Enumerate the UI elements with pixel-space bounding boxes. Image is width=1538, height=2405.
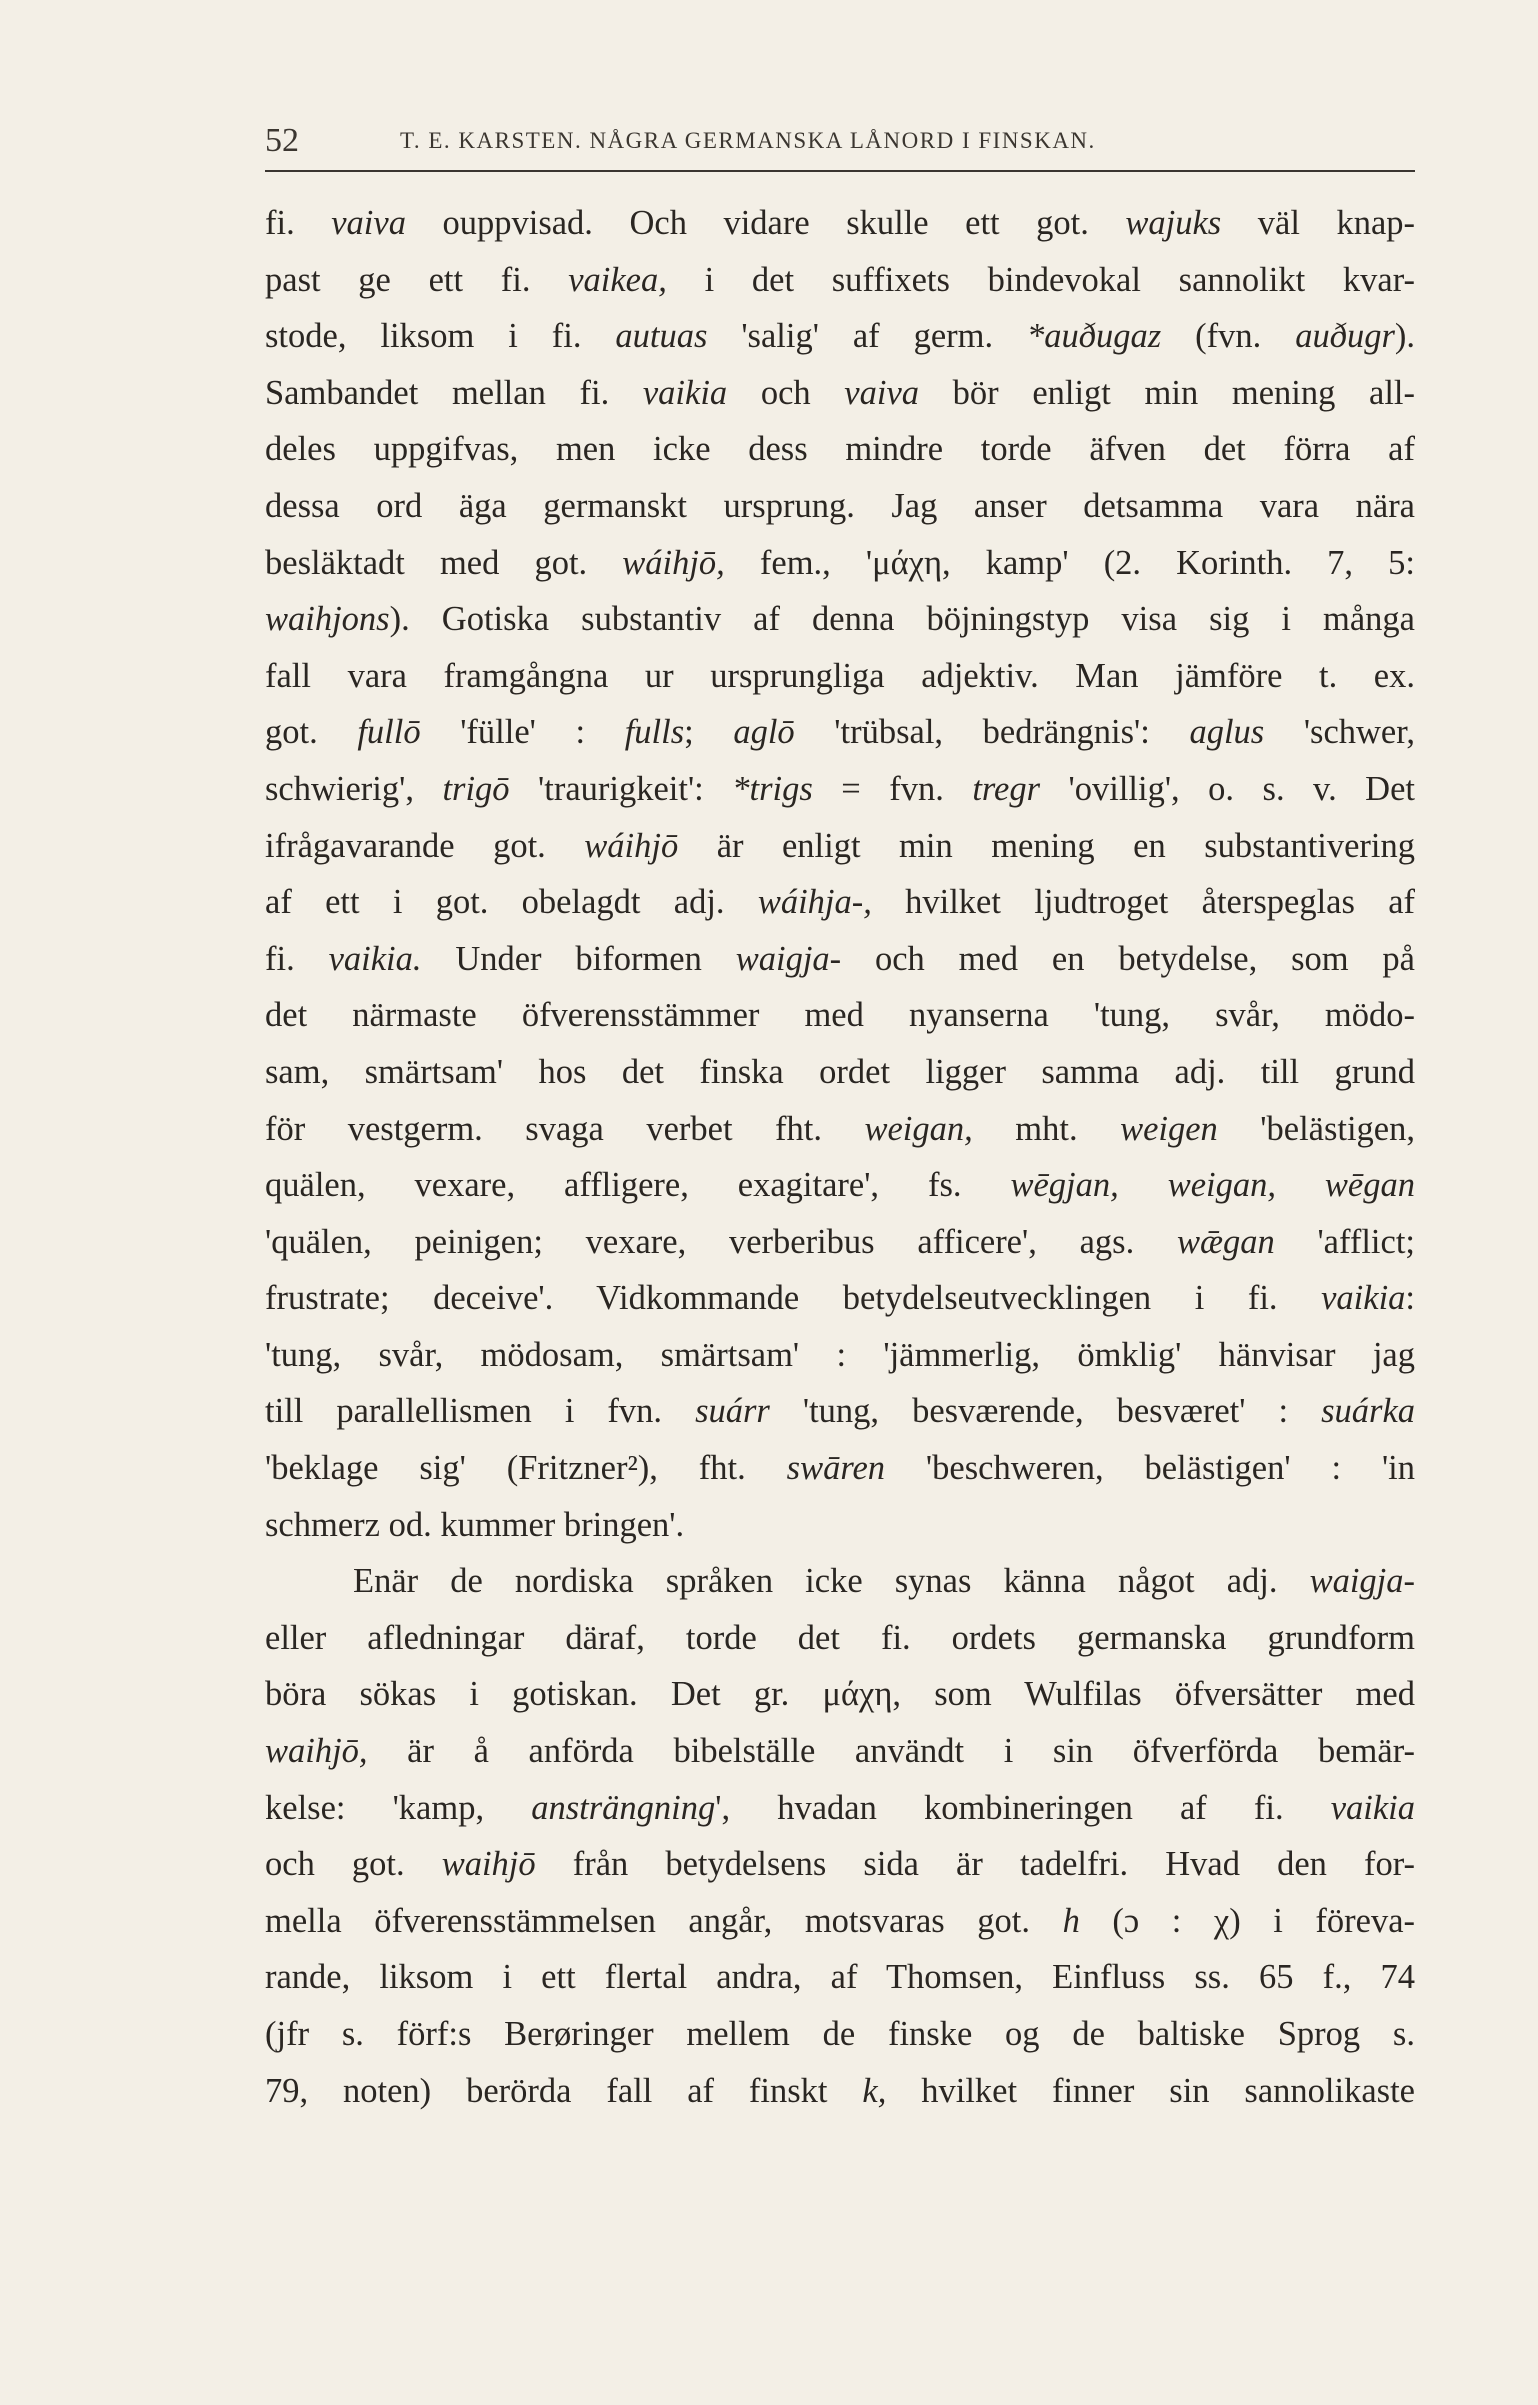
text-segment: 'afflict; bbox=[1274, 1222, 1415, 1261]
text-segment: fall vara framgångna ur ursprungliga adjektiv. Man jämföre t. ex. bbox=[265, 656, 1415, 695]
text-segment: fi. bbox=[265, 204, 332, 242]
text-segment: hvilket finner sin sannolikaste bbox=[886, 2071, 1415, 2110]
text-segment: ). bbox=[1394, 317, 1415, 356]
text-segment: 'trübsal, bedrängnis': bbox=[794, 713, 1190, 752]
text-segment: är å anförda bibelställe användt i sin öfverförda bemär- bbox=[367, 1732, 1415, 1771]
text-segment: ifrågavarande got. bbox=[265, 826, 585, 865]
text-segment: stode, liksom i fi. bbox=[265, 317, 616, 356]
text-segment: quälen, vexare, affligere, exagitare', fs. bbox=[265, 1166, 1011, 1205]
text-segment: kelse: 'kamp, bbox=[265, 1788, 532, 1827]
text-segment: deles uppgifvas, men icke dess mindre torde äfven det förra af bbox=[265, 430, 1415, 469]
text-segment: 'fülle' : bbox=[420, 713, 625, 752]
text-segment: bör enligt min mening all- bbox=[919, 373, 1415, 412]
italic-word: waihjons bbox=[265, 600, 390, 639]
italic-word: wǣgan bbox=[1176, 1222, 1275, 1261]
text-line bbox=[265, 1157, 1415, 1214]
text-line bbox=[265, 365, 1415, 422]
italic-word: vaikea, bbox=[568, 260, 667, 299]
text-segment: böra sökas i gotiskan. Det gr. μάχη, som Wulfilas öfversätter med bbox=[265, 1675, 1415, 1714]
italic-word: aglus bbox=[1189, 713, 1265, 752]
italic-word: vaikia. bbox=[328, 939, 422, 978]
text-segment: (ɔ : χ) i föreva- bbox=[1079, 1901, 1415, 1940]
text-segment: (fvn. bbox=[1161, 317, 1296, 356]
text-segment: från betydelsens sida är tadelfri. Hvad den for- bbox=[535, 1845, 1415, 1884]
text-segment: 'quälen, peinigen; vexare, verberibus afficere', ags. bbox=[265, 1222, 1177, 1261]
text-segment: fi. bbox=[265, 939, 329, 978]
text-segment: hvilket ljudtroget återspeglas af bbox=[871, 883, 1415, 922]
italic-word: fullō bbox=[357, 713, 421, 752]
italic-word: swāren bbox=[786, 1449, 886, 1488]
text-segment: 'traurigkeit': bbox=[509, 769, 733, 808]
text-segment: och bbox=[727, 373, 845, 412]
text-segment: 'salig' af germ. bbox=[707, 317, 1028, 356]
italic-word: waihjō bbox=[441, 1845, 536, 1884]
text-line bbox=[265, 761, 1415, 818]
text-line bbox=[265, 1836, 1415, 1893]
text-line bbox=[265, 1949, 1415, 2006]
text-line bbox=[265, 1327, 1415, 1384]
text-line bbox=[265, 1044, 1415, 1101]
italic-word: weigen bbox=[1120, 1109, 1218, 1148]
italic-word: auðugr bbox=[1295, 317, 1395, 356]
italic-word: trigō bbox=[442, 769, 510, 808]
text-segment: det närmaste öfverensstämmer med nyanserna 'tung, svår, mödo- bbox=[265, 996, 1415, 1035]
text-line bbox=[265, 874, 1415, 931]
text-segment: af ett i got. obelagdt adj. bbox=[265, 883, 758, 922]
text-line bbox=[265, 1214, 1415, 1271]
text-segment: ; bbox=[684, 713, 734, 752]
text-segment: frustrate; deceive'. Vidkommande betydelseutvecklingen i fi. bbox=[265, 1279, 1322, 1318]
text-segment: dessa ord äga germanskt ursprung. Jag anser detsamma vara nära bbox=[265, 486, 1415, 525]
body-text bbox=[265, 195, 1415, 2119]
italic-word: waihjō, bbox=[265, 1732, 368, 1771]
text-line bbox=[265, 818, 1415, 875]
text-line bbox=[265, 1101, 1415, 1158]
text-line bbox=[265, 2063, 1415, 2120]
italic-word: k, bbox=[862, 2071, 887, 2110]
text-segment: ', hvadan kombineringen af fi. bbox=[715, 1788, 1331, 1827]
text-segment: och med en betydelse, som på bbox=[841, 939, 1415, 978]
italic-word: wajuks bbox=[1125, 204, 1222, 242]
italic-word: vaikia bbox=[1330, 1788, 1415, 1827]
text-line bbox=[265, 1893, 1415, 1950]
italic-word: tregr bbox=[972, 769, 1041, 808]
italic-word: wáihjō bbox=[584, 826, 679, 865]
page-number: 52 bbox=[265, 122, 299, 159]
text-line bbox=[265, 252, 1415, 309]
text-segment: 'beschweren, belästigen' : 'in bbox=[885, 1449, 1415, 1488]
text-line bbox=[265, 1497, 1415, 1554]
text-segment: Enär de nordiska språken icke synas känna något adj. bbox=[353, 1562, 1310, 1601]
italic-word: waigja- bbox=[1309, 1562, 1415, 1601]
running-title: T. E. KARSTEN. NÅGRA GERMANSKA LÅNORD I FINSKAN. bbox=[400, 128, 1096, 153]
italic-word: aglō bbox=[733, 713, 795, 752]
text-line bbox=[265, 1440, 1415, 1497]
italic-word: autuas bbox=[615, 317, 708, 356]
text-segment: är enligt min mening en substantivering bbox=[678, 826, 1415, 865]
text-segment: i det suffixets bindevokal sannolikt kvar- bbox=[666, 260, 1415, 299]
text-segment: eller afledningar däraf, torde det fi. ordets germanska grundform bbox=[265, 1618, 1415, 1657]
text-segment: rande, liksom i ett flertal andra, af Thomsen, Einfluss ss. 65 f., 74 bbox=[265, 1958, 1415, 1997]
text-line bbox=[265, 2006, 1415, 2063]
italic-word: *trigs bbox=[732, 769, 813, 808]
text-segment: = fvn. bbox=[812, 769, 973, 808]
text-line bbox=[265, 535, 1415, 592]
text-segment: 'tung, svår, mödosam, smärtsam' : 'jämmerlig, ömklig' hänvisar jag bbox=[265, 1335, 1415, 1374]
italic-word: wáihjō, bbox=[622, 543, 725, 582]
italic-word: waigja- bbox=[735, 939, 842, 978]
italic-word: h bbox=[1062, 1901, 1080, 1940]
text-segment: sam, smärtsam' hos det finska ordet ligger samma adj. till grund bbox=[265, 1052, 1415, 1091]
italic-word: weigan, bbox=[864, 1109, 973, 1148]
italic-word: vaikia bbox=[1321, 1279, 1406, 1318]
text-segment: (jfr s. förf:s Berøringer mellem de finske og de baltiske Sprog s. bbox=[265, 2015, 1415, 2053]
text-segment: Under biformen bbox=[421, 939, 736, 978]
text-line bbox=[265, 1666, 1415, 1723]
italic-word: ansträngning bbox=[531, 1788, 716, 1827]
text-line bbox=[265, 478, 1415, 535]
text-line bbox=[265, 591, 1415, 648]
text-line bbox=[265, 1723, 1415, 1780]
text-segment: schwierig', bbox=[265, 769, 443, 808]
italic-word: fulls bbox=[624, 713, 685, 752]
text-segment: ouppvisad. Och vidare skulle ett got. bbox=[405, 204, 1126, 242]
text-line bbox=[265, 648, 1415, 705]
text-line bbox=[265, 987, 1415, 1044]
italic-word: suárka bbox=[1321, 1392, 1416, 1431]
text-segment: Sambandet mellan fi. bbox=[265, 373, 643, 412]
text-line bbox=[265, 308, 1415, 365]
text-segment: past ge ett fi. bbox=[265, 260, 569, 299]
text-segment: 'beklage sig' (Fritzner²), fht. bbox=[265, 1449, 787, 1488]
text-segment: : bbox=[1405, 1279, 1415, 1318]
text-line bbox=[265, 704, 1415, 761]
text-segment: för vestgerm. svaga verbet fht. bbox=[265, 1109, 865, 1148]
italic-word: *auðugaz bbox=[1027, 317, 1162, 356]
text-line bbox=[265, 931, 1415, 988]
text-segment: 'belästigen, bbox=[1217, 1109, 1415, 1148]
text-line bbox=[265, 1610, 1415, 1667]
text-segment: till parallellismen i fvn. bbox=[265, 1392, 696, 1431]
text-line bbox=[265, 1553, 1415, 1610]
running-header bbox=[265, 118, 1415, 172]
text-segment: väl knap- bbox=[1221, 204, 1415, 242]
text-segment: mella öfverensstämmelsen angår, motsvaras got. bbox=[265, 1901, 1063, 1940]
text-segment: och got. bbox=[265, 1845, 442, 1884]
text-segment: ). Gotiska substantiv af denna böjningstyp visa sig i många bbox=[389, 600, 1415, 639]
italic-word: wēgjan, weigan, wēgan bbox=[1010, 1166, 1415, 1205]
text-line bbox=[265, 195, 1415, 252]
text-segment: got. bbox=[265, 713, 358, 752]
text-line bbox=[265, 1780, 1415, 1837]
text-line bbox=[265, 1383, 1415, 1440]
text-segment: 'tung, besværende, besværet' : bbox=[769, 1392, 1322, 1431]
text-segment: besläktadt med got. bbox=[265, 543, 623, 582]
text-segment: mht. bbox=[972, 1109, 1121, 1148]
text-line bbox=[265, 1270, 1415, 1327]
text-segment: fem., 'μάχη, kamp' (2. Korinth. 7, 5: bbox=[724, 543, 1415, 582]
italic-word: vaiva bbox=[331, 204, 406, 242]
text-segment: 79, noten) berörda fall af finskt bbox=[265, 2071, 863, 2110]
italic-word: suárr bbox=[695, 1392, 770, 1431]
text-segment: 'ovillig', o. s. v. Det bbox=[1040, 769, 1415, 808]
italic-word: vaikia bbox=[642, 373, 728, 412]
italic-word: vaiva bbox=[844, 373, 920, 412]
text-segment: 'schwer, bbox=[1264, 713, 1415, 752]
text-segment: schmerz od. kummer bringen'. bbox=[265, 1505, 685, 1544]
text-line bbox=[265, 421, 1415, 478]
italic-word: wáihja-, bbox=[757, 883, 872, 922]
